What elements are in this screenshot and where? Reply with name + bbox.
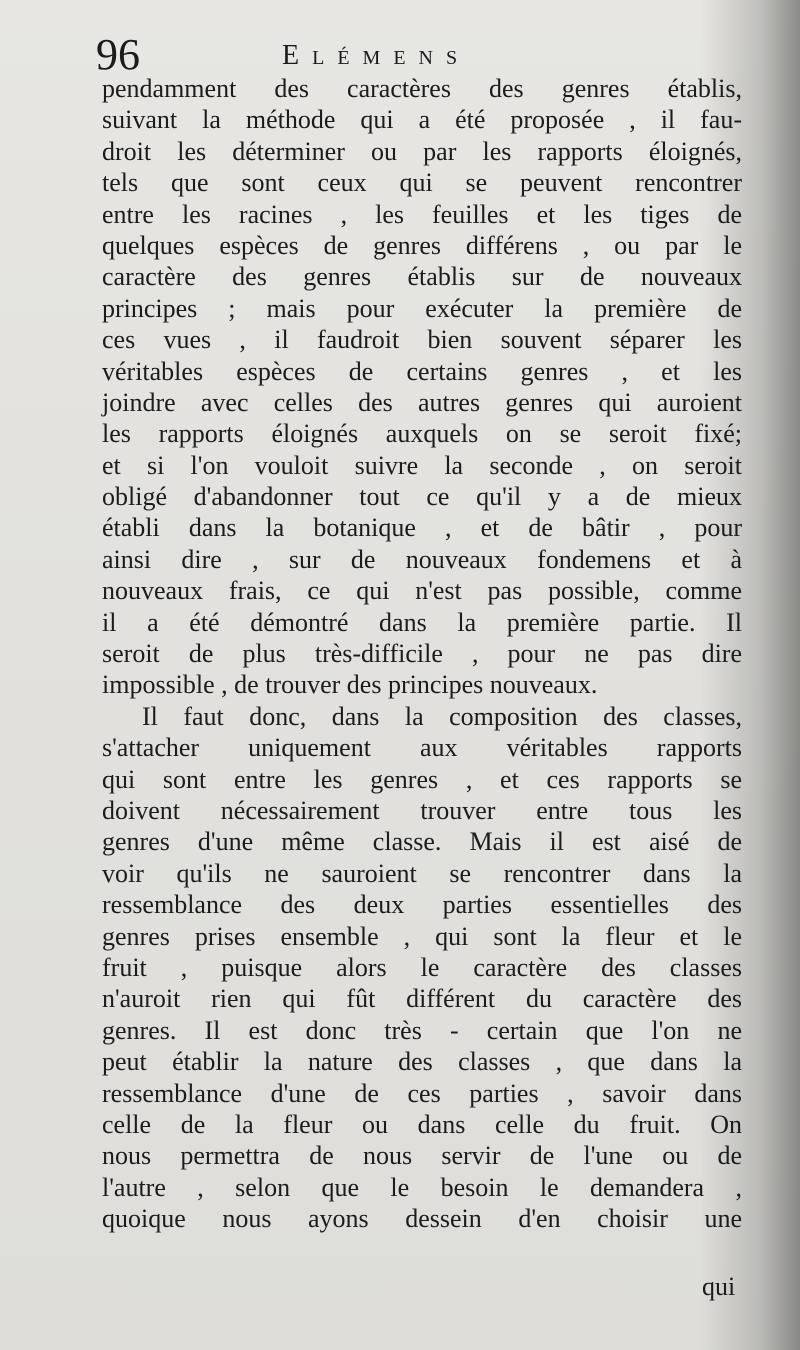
- text-line: les rapports éloignés auxquels on se seroit fixé;: [102, 419, 742, 449]
- text-line: genres prises ensemble , qui sont la fleur et le: [102, 921, 742, 951]
- text-line: nous permettra de nous servir de l'une ou de: [102, 1141, 742, 1171]
- text-line: ainsi dire , sur de nouveaux fondemens et à: [102, 544, 742, 574]
- text-line: principes ; mais pour exécuter la première de: [102, 293, 742, 323]
- text-line: entre les racines , les feuilles et les tiges de: [102, 199, 742, 229]
- text-line: peut établir la nature des classes , que dans la: [102, 1047, 742, 1077]
- text-line: fruit , puisque alors le caractère des classes: [102, 952, 742, 982]
- body-text: [102, 73, 742, 1234]
- text-line: genres. Il est donc très - certain que l'on ne: [102, 1015, 742, 1045]
- text-line: il a été démontré dans la première partie. Il: [102, 607, 742, 637]
- text-line: établi dans la botanique , et de bâtir , pour: [102, 513, 742, 543]
- text-line: et si l'on vouloit suivre la seconde , on seroit: [102, 450, 742, 480]
- text-line: ressemblance d'une de ces parties , savoir dans: [102, 1078, 742, 1108]
- text-line: ressemblance des deux parties essentielles des: [102, 890, 742, 920]
- text-line: qui sont entre les genres , et ces rapports se: [102, 764, 742, 794]
- text-line: n'auroit rien qui fût différent du caractère des: [102, 984, 742, 1014]
- text-line: genres d'une même classe. Mais il est aisé de: [102, 827, 742, 857]
- running-title: Elémens: [282, 40, 471, 71]
- text-line: voir qu'ils ne sauroient se rencontrer dans la: [102, 858, 742, 888]
- text-line: véritables espèces de certains genres , et les: [102, 356, 742, 386]
- text-line: joindre avec celles des autres genres qui auroient: [102, 387, 742, 417]
- text-line: l'autre , selon que le besoin le demandera ,: [102, 1172, 742, 1202]
- text-line: ces vues , il faudroit bien souvent séparer les: [102, 325, 742, 355]
- text-line: nouveaux frais, ce qui n'est pas possible, comme: [102, 576, 742, 606]
- catchword: qui: [702, 1272, 736, 1301]
- text-line: tels que sont ceux qui se peuvent rencontrer: [102, 168, 742, 198]
- text-line: celle de la fleur ou dans celle du fruit. On: [102, 1109, 742, 1139]
- page-number: 96: [96, 30, 140, 79]
- text-line: s'attacher uniquement aux véritables rapports: [102, 733, 742, 763]
- text-line: droit les déterminer ou par les rapports éloignés,: [102, 136, 742, 166]
- text-line: obligé d'abandonner tout ce qu'il y a de mieux: [102, 482, 742, 512]
- paragraph-start-line: Il faut donc, dans la composition des classes,: [142, 701, 742, 731]
- text-line: quoique nous ayons dessein d'en choisir une: [102, 1204, 742, 1234]
- text-line: doivent nécessairement trouver entre tous les: [102, 795, 742, 825]
- text-line: seroit de plus très-difficile , pour ne pas dire: [102, 639, 742, 669]
- text-line: pendamment des caractères des genres établis,: [102, 74, 742, 103]
- text-line: caractère des genres établis sur de nouveaux: [102, 262, 742, 292]
- paragraph-end-line: impossible , de trouver des principes nouveaux.: [102, 670, 598, 700]
- text-line: quelques espèces de genres différens , ou par le: [102, 230, 742, 260]
- text-line: suivant la méthode qui a été proposée , il fau-: [102, 105, 742, 135]
